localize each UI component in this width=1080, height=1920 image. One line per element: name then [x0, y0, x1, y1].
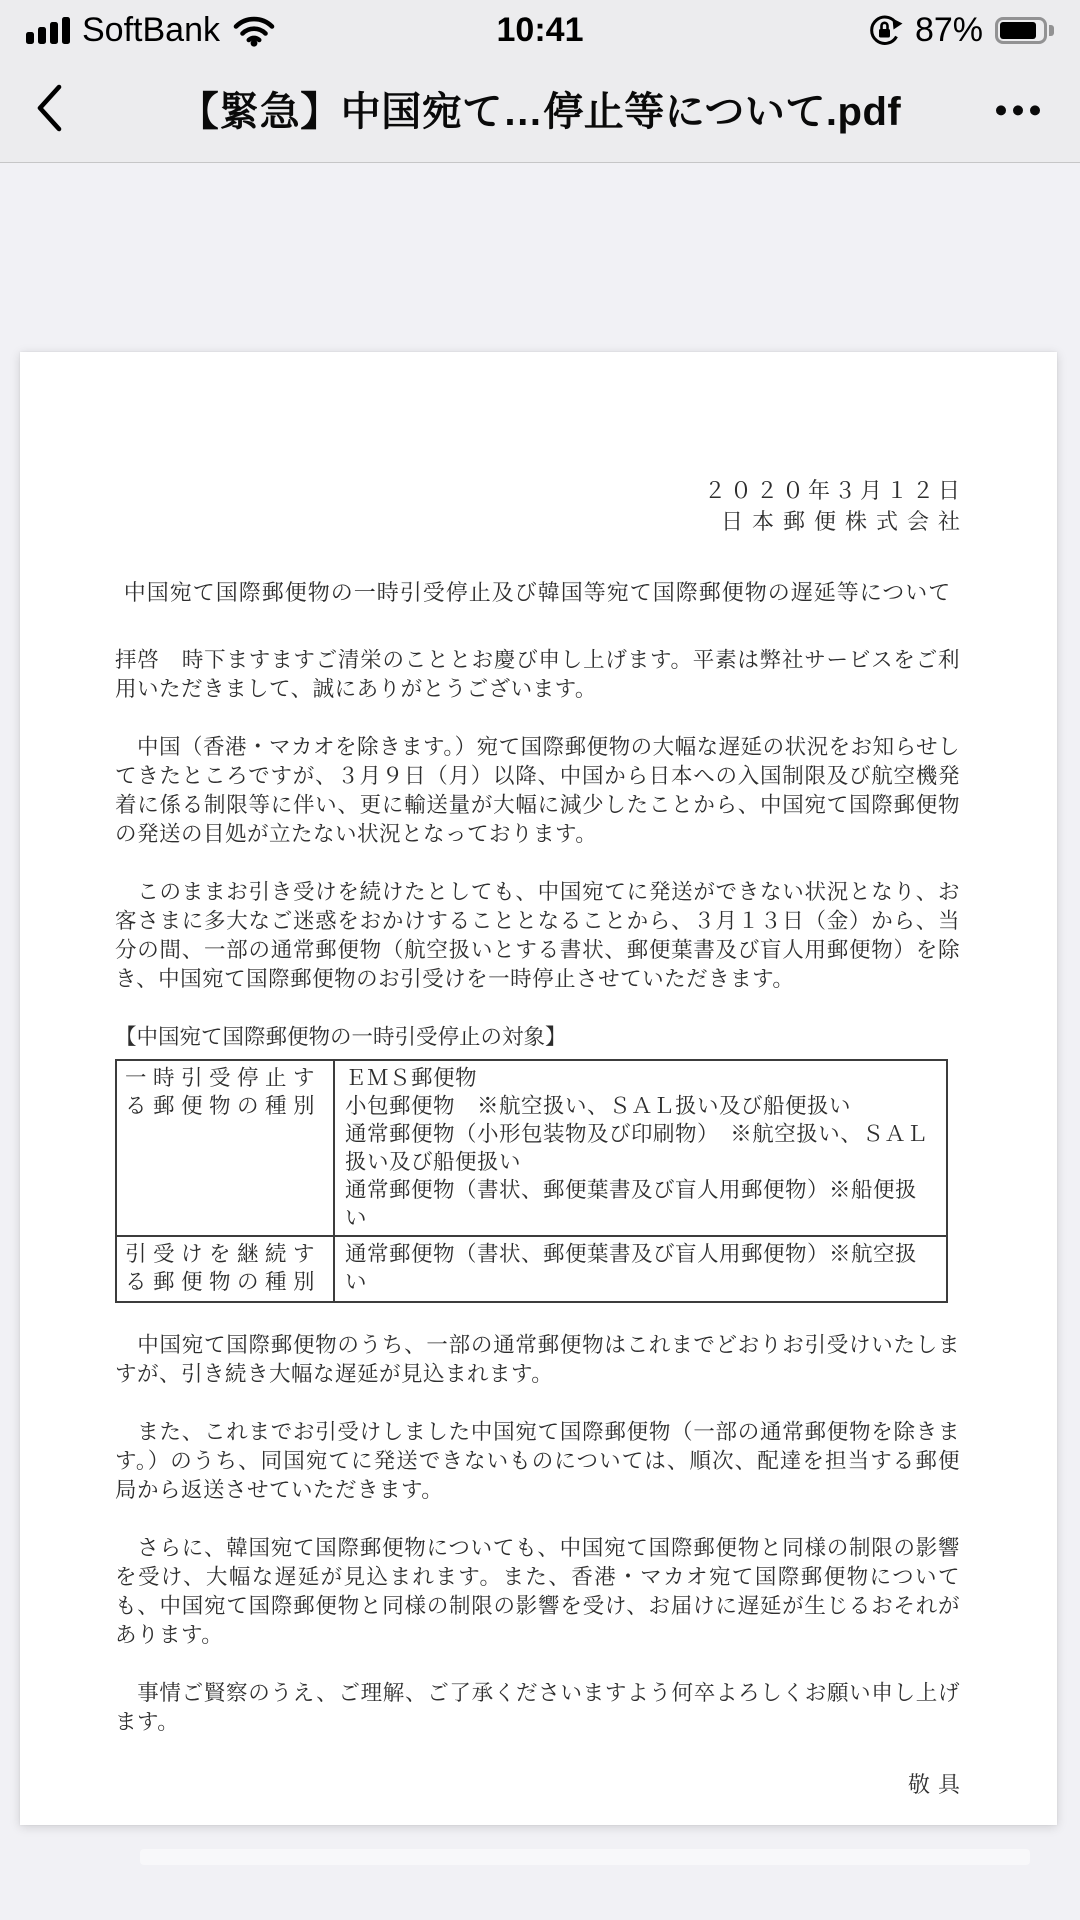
rotation-lock-icon — [866, 12, 903, 49]
cellular-signal-icon — [26, 16, 70, 44]
clock: 10:41 — [496, 10, 584, 49]
chevron-left-icon — [34, 82, 64, 134]
letter-paragraph: さらに、韓国宛て国際郵便物についても、中国宛て国際郵便物と同様の制限の影響を受け、大幅な遅延が見込まれます。また、香港・マカオ宛て国際郵便物についても、中国宛て国際郵便物と同様の制限の影響を受け、お届けに遅延が生じるおそれがあります。 — [115, 1536, 960, 1647]
letter-paragraph: 事情ご賢察のうえ、ご理解、ご了承くださいますよう何卒よろしくお願い申し上げます。 — [115, 1681, 960, 1734]
table-row — [116, 1236, 947, 1302]
more-options-button[interactable] — [992, 95, 1044, 125]
letter-sender: 日本郵便株式会社 — [720, 509, 969, 534]
carrier-label: SoftBank — [82, 10, 220, 49]
battery-icon — [995, 17, 1054, 44]
document-title-bar: 【緊急】中国宛て…停止等について.pdf — [178, 89, 902, 134]
table-row-header: 引受けを継続す る郵便物の種別 — [116, 1236, 334, 1302]
table-row — [116, 1060, 947, 1236]
suspension-table — [115, 1059, 948, 1303]
pdf-scroll-area[interactable] — [0, 163, 1080, 1920]
letter-paragraph: 中国（香港・マカオを除きます。）宛て国際郵便物の大幅な遅延の状況をお知らせしてきたところですが、３月９日（月）以降、中国から日本への入国制限及び航空機発着に係る制限等に伴い、更に輸送量が大幅に減少したことから、中国宛て国際郵便物の発送の目処が立たない状況となっております。 — [115, 735, 960, 846]
next-page-edge — [140, 1849, 1030, 1865]
table-cell: 通常郵便物（書状、郵便葉書及び盲人用郵便物）※航空扱い — [334, 1236, 947, 1302]
letter-paragraph: また、これまでお引受けしました中国宛て国際郵便物（一部の通常郵便物を除きます。）のうち、同国宛てに発送できないものについては、順次、配達を担当する郵便局から返送させていただきます。 — [115, 1420, 960, 1502]
battery-percent-label: 87% — [914, 10, 983, 49]
table-caption: 【中国宛て国際郵便物の一時引受停止の対象】 — [115, 1025, 567, 1049]
nav-bar — [0, 54, 1080, 163]
table-cell: ＥＭＳ郵便物 小包郵便物 ※航空扱い、ＳＡＬ扱い及び船便扱い 通常郵便物（小形包装物及び印刷物） ※航空扱い、ＳＡＬ扱い及び船便扱い 通常郵便物（書状、郵便葉書及び盲人用郵便物）※船便扱い — [334, 1060, 947, 1236]
letter-paragraph: このままお引き受けを続けたとしても、中国宛てに発送ができない状況となり、お客さまに多大なご迷惑をおかけすることとなることから、３月１３日（金）から、当分の間、一部の通常郵便物（航空扱いとする書状、郵便葉書及び盲人用郵便物）を除き、中国宛て国際郵便物のお引受けを一時停止させていただきます。 — [115, 880, 960, 991]
pdf-page — [20, 352, 1057, 1825]
table-row-header: 一時引受停止す る郵便物の種別 — [116, 1060, 334, 1236]
letter-paragraph: 中国宛て国際郵便物のうち、一部の通常郵便物はこれまでどおりお引受けいたしますが、引き続き大幅な遅延が見込まれます。 — [115, 1333, 960, 1386]
letter-title: 中国宛て国際郵便物の一時引受停止及び韓国等宛て国際郵便物の遅延等について — [123, 580, 952, 605]
letter-closing: 敬具 — [907, 1772, 968, 1797]
back-button[interactable] — [30, 78, 68, 138]
letter-paragraph: 拝啓 時下ますますご清栄のこととお慶び申し上げます。平素は弊社サービスをご利用いただきまして、誠にありがとうございます。 — [115, 648, 960, 701]
letter-date: ２０２０年３月１２日 — [703, 478, 964, 503]
ellipsis-icon — [996, 105, 1006, 115]
wifi-icon — [232, 14, 276, 47]
status-bar — [0, 0, 1080, 54]
